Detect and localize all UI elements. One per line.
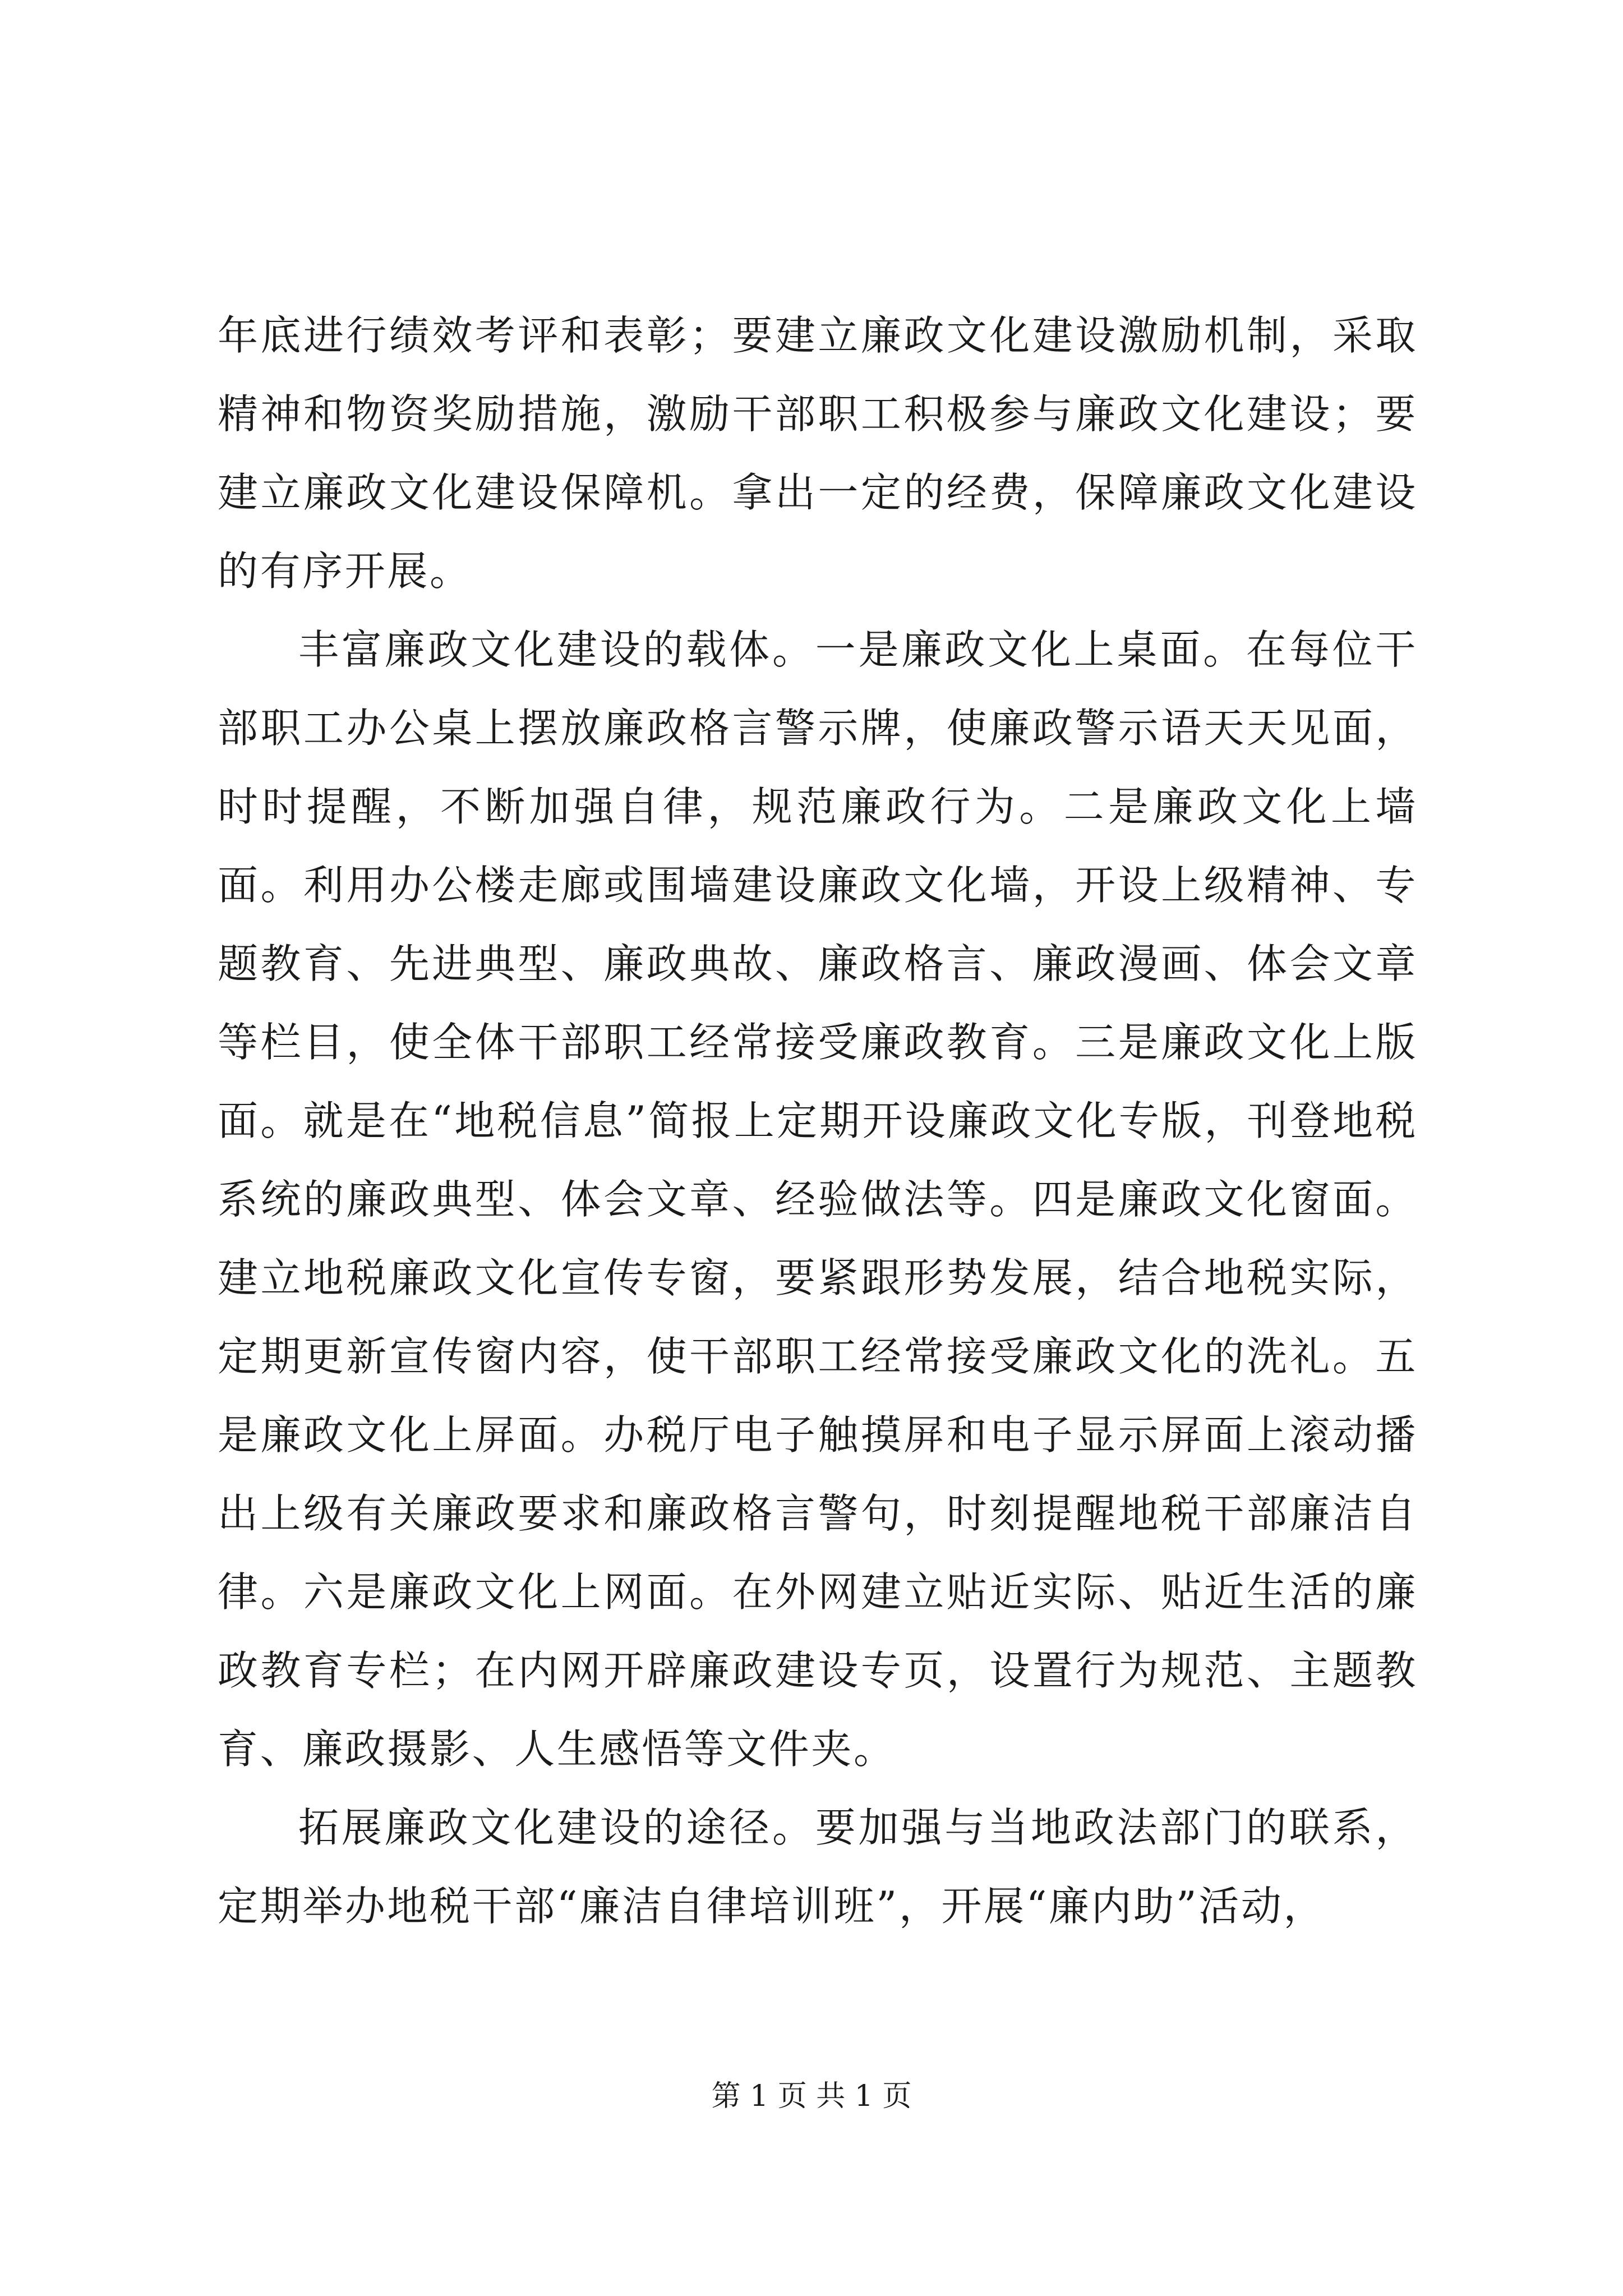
- paragraph-3: 拓展廉政文化建设的途径。要加强与当地政法部门的联系，定期举办地税干部“廉洁自律培训班”，开展“廉内助”活动，: [218, 1804, 1418, 1930]
- paragraph-1: 年底进行绩效考评和表彰；要建立廉政文化建设激励机制，采取精神和物资奖励措施，激励干部职工积极参与廉政文化建设；要建立廉政文化建设保障机。拿出一定的经费，保障廉政文化建设的有序开展。: [218, 312, 1418, 595]
- page-footer: 第 1 页 共 1 页: [711, 2079, 912, 2113]
- paragraph-2: 丰富廉政文化建设的载体。一是廉政文化上桌面。在每位干部职工办公桌上摆放廉政格言警示牌，使廉政警示语天天见面，时时提醒，不断加强自律，规范廉政行为。二是廉政文化上墙面。利用办公楼走廊或围墙建设廉政文化墙，开设上级精神、专题教育、先进典型、廉政典故、廉政格言、廉政漫画、体会文章等栏目，使全体干部职工经常接受廉政教育。三是廉政文化上版面。就是在“地税信息”简报上定期开设廉政文化专版，刊登地税系统的廉政典型、体会文章、经验做法等。四是廉政文化窗面。建立地税廉政文化宣传专窗，要紧跟形势发展，结合地税实际，定期更新宣传窗内容，使干部职工经常接受廉政文化的洗礼。五是廉政文化上屏面。办税厅电子触摸屏和电子显示屏面上滚动播出上级有关廉政要求和廉政格言警句，时刻提醒地税干部廉洁自律。六是廉政文化上网面。在外网建立贴近实际、贴近生活的廉政教育专栏；在内网开辟廉政建设专页，设置行为规范、主题教育、廉政摄影、人生感悟等文件夹。: [218, 626, 1418, 1773]
- document-body: [218, 296, 1418, 1945]
